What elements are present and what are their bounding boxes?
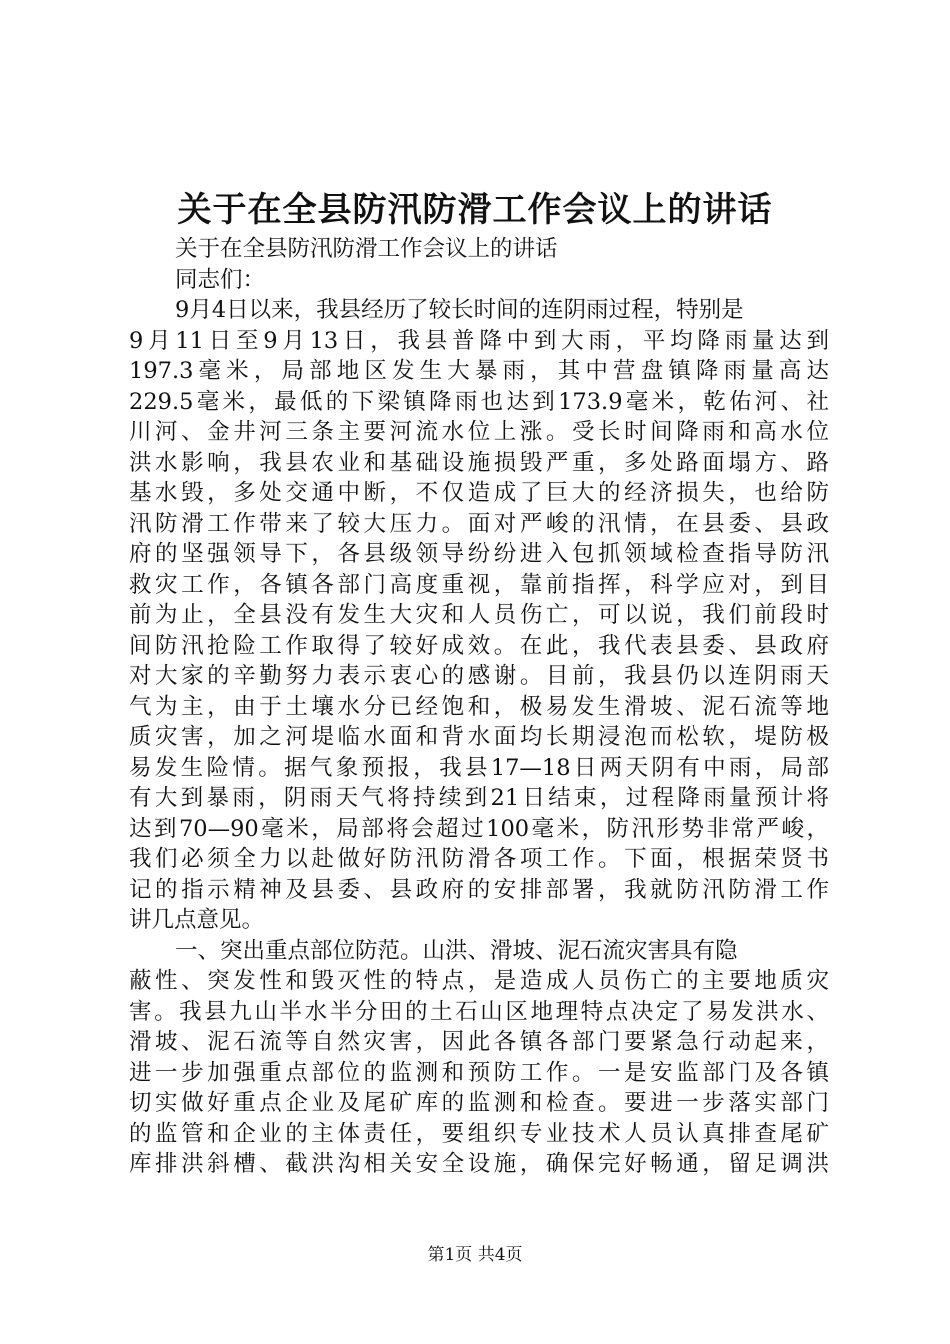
paragraph-line: 间防汛抢险工作取得了较好成效。在此，我代表县委、县政府 — [129, 632, 829, 659]
subtitle-line: 关于在全县防汛防滑工作会议上的讲话 — [175, 236, 558, 262]
paragraph-line: 9月4日以来，我县经历了较长时间的连阴雨过程，特别是 — [175, 297, 744, 323]
paragraph-line: 基水毁，多处交通中断，不仅造成了巨大的经济损失，也给防 — [129, 480, 829, 506]
paragraph-line: 蔽性、突发性和毁灭性的特点，是造成人员伤亡的主要地质灾 — [129, 968, 829, 994]
paragraph-line: 质灾害，加之河堤临水面和背水面均长期浸泡而松软，堤防极 — [129, 724, 829, 750]
paragraph-line: 库排洪斜槽、截洪沟相关安全设施，确保完好畅通，留足调洪 — [129, 1151, 829, 1177]
paragraph-line: 一、突出重点部位防范。山洪、滑坡、泥石流灾害具有隐 — [175, 937, 738, 964]
paragraph-line: 讲几点意见。 — [129, 907, 265, 933]
paragraph-line: 9月11日至9月13日，我县普降中到大雨，平均降雨量达到 — [129, 327, 829, 354]
paragraph-line: 滑坡、泥石流等自然灾害，因此各镇各部门要紧急行动起来， — [129, 1029, 829, 1055]
paragraph-2 — [129, 936, 829, 1180]
paragraph-line: 切实做好重点企业及尾矿库的监测和检查。要进一步落实部门 — [129, 1090, 829, 1116]
paragraph-line: 记的指示精神及县委、县政府的安排部署，我就防汛防滑工作 — [129, 876, 829, 903]
document-body — [129, 234, 829, 1180]
paragraph-line: 229.5毫米，最低的下梁镇降雨也达到173.9毫米，乾佑河、社 — [129, 388, 829, 415]
greeting-line: 同志们： — [175, 266, 266, 293]
paragraph-line: 洪水影响，我县农业和基础设施损毁严重，多处路面塌方、路 — [129, 449, 829, 476]
paragraph-line: 汛防滑工作带来了较大压力。面对严峻的汛情，在县委、县政 — [129, 510, 829, 537]
paragraph-line: 害。我县九山半水半分田的土石山区地理特点决定了易发洪水、 — [129, 998, 829, 1025]
paragraph-line: 的监管和企业的主体责任，要组织专业技术人员认真排查尾矿 — [129, 1120, 829, 1147]
paragraph-line: 197.3毫米，局部地区发生大暴雨，其中营盘镇降雨量高达 — [129, 358, 829, 384]
paragraph-line: 进一步加强重点部位的监测和预防工作。一是安监部门及各镇 — [129, 1059, 829, 1086]
paragraph-line: 气为主，由于土壤水分已经饱和，极易发生滑坡、泥石流等地 — [129, 693, 829, 720]
paragraph-line: 府的坚强领导下，各县级领导纷纷进入包抓领域检查指导防汛 — [129, 541, 829, 567]
paragraph-line: 易发生险情。据气象预报，我县17—18日两天阴有中雨，局部 — [129, 754, 829, 781]
page-footer: 第1页 共4页 — [427, 1245, 523, 1265]
document-title: 关于在全县防汛防滑工作会议上的讲话 — [177, 190, 773, 230]
paragraph-line: 前为止，全县没有发生大灾和人员伤亡，可以说，我们前段时 — [129, 602, 829, 628]
paragraph-line: 川河、金井河三条主要河流水位上涨。受长时间降雨和高水位 — [129, 419, 829, 445]
paragraph-line: 我们必须全力以赴做好防汛防滑各项工作。下面，根据荣贤书 — [129, 846, 829, 872]
paragraph-line: 达到70—90毫米，局部将会超过100毫米，防汛形势非常严峻， — [129, 815, 829, 842]
paragraph-line: 救灾工作，各镇各部门高度重视，靠前指挥，科学应对，到目 — [129, 571, 829, 598]
paragraph-1 — [129, 295, 829, 936]
paragraph-line: 对大家的辛勤努力表示衷心的感谢。目前，我县仍以连阴雨天 — [129, 663, 829, 689]
paragraph-line: 有大到暴雨，阴雨天气将持续到21日结束，过程降雨量预计将 — [129, 785, 829, 811]
